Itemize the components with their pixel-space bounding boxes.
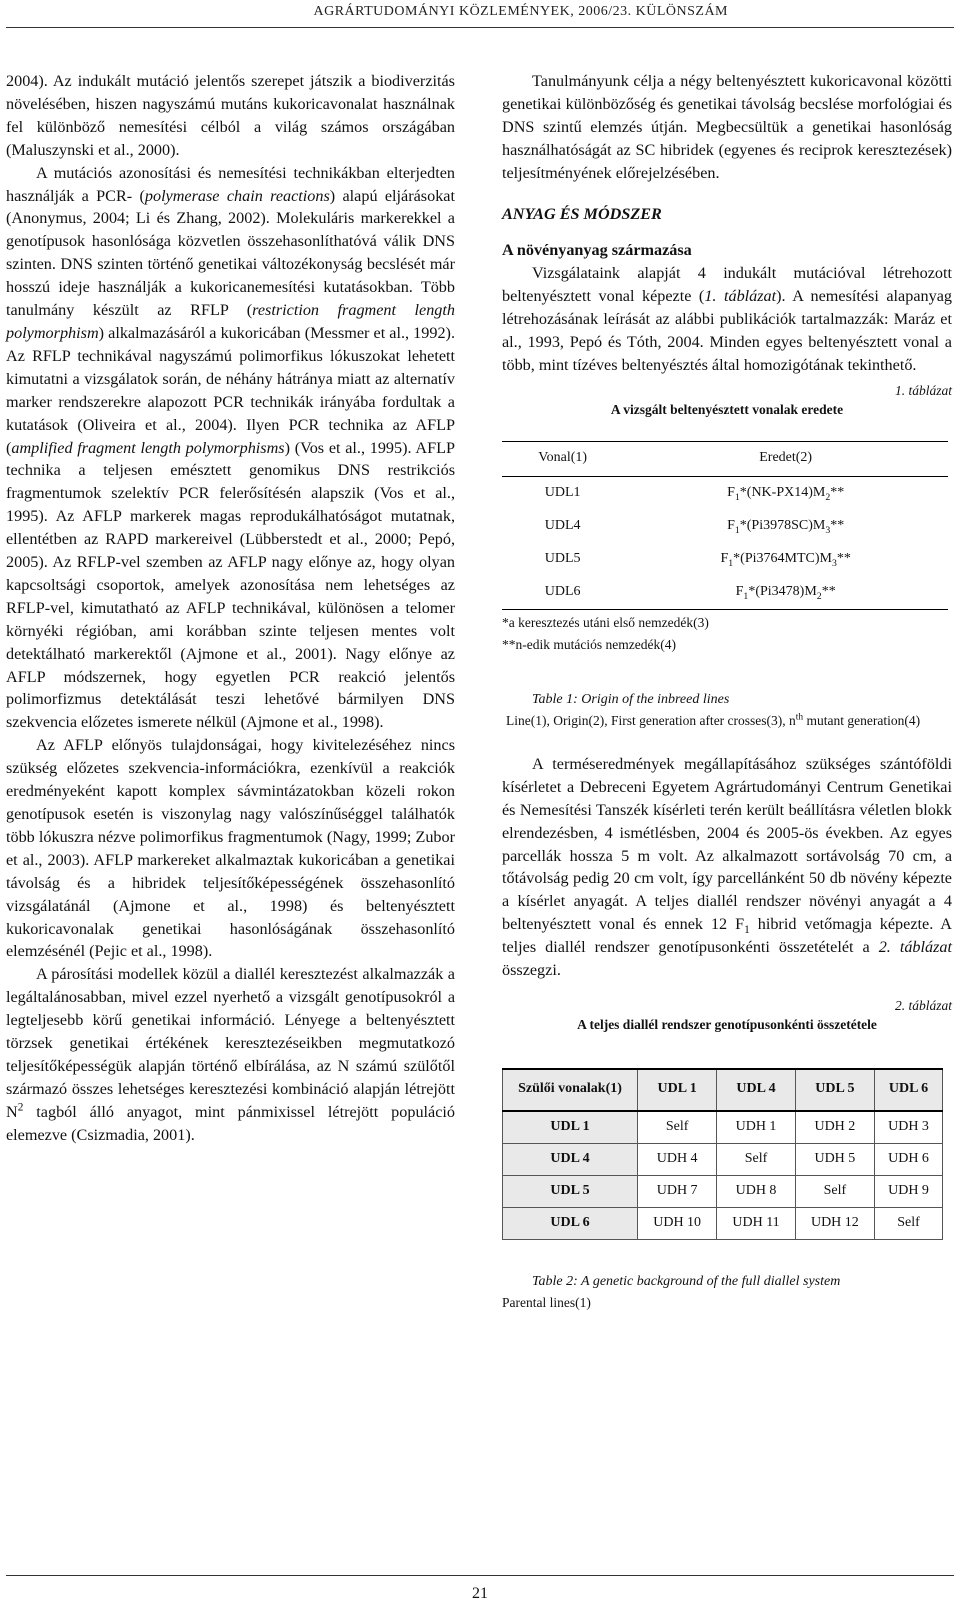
table-row [503, 1175, 943, 1207]
table2-cell: UDH 7 [638, 1175, 717, 1207]
table2-header-row [503, 1069, 943, 1111]
table2-cell: UDH 6 [875, 1143, 943, 1175]
table2-header-cell: UDL 1 [638, 1069, 717, 1111]
table1-line-cell: UDL6 [502, 576, 623, 610]
left-column [6, 70, 455, 1147]
page-number: 21 [472, 1585, 488, 1602]
subsection-title: A növényanyag származása [502, 241, 692, 260]
table1-header-row [502, 441, 948, 476]
left-paragraph-2: A mutációs azonosítási és nemesítési technikákban elterjedten használják a PCR- (polymerase chain reactions) alapú eljárásokat (Anonymus, 2004; Li és Zhang, 2002). Molekuláris markerekkel a genotípusok hasonlósága közvetlen összehasonlíthatóvá válik DNS szinten. DNS szinten történő genetikai változékonyság becslését már hosszú ideje használják a kukoricanemesítési kutatásokban. Több tanulmány készült az RFLP (restriction fragment length polymorphism) alkalmazásáról a kukoricában (Messmer et al., 1992). Az RFLP technikával nagyszámú polimorfikus lókuszokat lehetett kimutatni a vizsgálatok során, de néhány hátránya miatt az alternatív marker rendszerekre alapozott PCR technikák irányába fordultak a kutatások (Oliveira et al., 2004). Ilyen PCR technika az AFLP (amplified fragment length polymorphisms) (Vos et al., 1995). AFLP technika a teljesen emésztett genomikus DNS restrikciós fragmentumok szelektív PCR felerősítésén alapszik (Vos et al., 1995). Az AFLP markerek magas reprodukálhatóságot mutatnak, ellentétben az RAPD markereivel (Lübberstedt et al., 2000; Pepó, 2005). Az RFLP-vel szemben az AFLP nagy előnye az, hogy olyan kapcsoltsági csoportok, amelyek azonosítása nem lehetséges az RFLP-vel, kimutatható az AFLP technikával, különösen a telomer környéki régióban, ami korábban szinte teljesen mentes volt detektálható markerektől (Ajmone et al., 2001). Nagy előnye az AFLP módszernek, hogy egyetlen PCR reakció jelentős polimorfizmus detektálását teszi lehetővé bármilyen DNS szekvencia előzetes ismerete nélkül (Ajmone et al., 1998). [6, 163, 455, 732]
table2-cell: UDH 11 [717, 1207, 795, 1239]
table1-header-cell: Vonal(1) [502, 441, 623, 476]
table2-cell: UDH 10 [638, 1207, 717, 1239]
table1-notes [502, 612, 952, 656]
table-row [502, 510, 948, 543]
table-row [503, 1207, 943, 1239]
table1-origin-cell: $F_1*(Pi3478)M_2**$ [623, 576, 948, 610]
table1-header-cell: Eredet(2) [623, 441, 948, 476]
left-paragraph-4: A párosítási modellek közül a diallél keresztezést alkalmazzák a legáltalánosabban, mivel ezzel nyerhető a vizsgált genotípusokról a legteljesebb körű genetikai információ. Lényege a beltenyésztett törzsek genetikai értékének keresztezéseikben megmutatkozó teljesítőképességük alapján történő elbírálása, az N számú szülőtől származó összes lehetséges keresztezési kombináció alapján létrejött $N^2$ tagból álló anyagot, mint pánmixissel létrejött populáció elemezve (Csizmadia, 2001). [6, 965, 455, 1144]
table1-title: A vizsgált beltenyésztett vonalak eredete [610, 401, 844, 417]
table2-number: 2. táblázat [894, 997, 952, 1013]
table1-caption-en: Line(1), Origin(2), First generation after crosses(3), $n^{th}$ mutant generation(4) [506, 712, 921, 728]
table2-cell: UDH 8 [717, 1175, 795, 1207]
table2-cell: UDH 12 [795, 1207, 874, 1239]
table2-cell: UDH 1 [717, 1111, 795, 1144]
table-row [502, 543, 948, 576]
table2-cell: UDH 9 [875, 1175, 943, 1207]
table2-cell: UDH 4 [638, 1143, 717, 1175]
table1-line-cell: UDL1 [544, 484, 581, 500]
table2-title: A teljes diallél rendszer genotípusonkénti összetétele [577, 1016, 877, 1032]
table1-caption: Table 1: Origin of the inbreed lines [532, 691, 730, 707]
right-paragraph-1: Tanulmányunk célja a négy beltenyésztett kukoricavonal közötti genetikai különbözőség és genetikai távolság becslése morfológiai és DNS szintű elemzés útján. Megbecsültük a genetikai hasonlóság használhatóságát az SC hibridek (egyenes és reciprok keresztezések) teljesítményének előrejelzésében. [502, 72, 952, 182]
table-row [502, 576, 948, 610]
table2-caption-en: Parental lines(1) [502, 1294, 591, 1310]
table-row [503, 1143, 943, 1175]
running-header: AGRÁRTUDOMÁNYI KÖZLEMÉNYEK, 2006/23. KÜLÖNSZÁM [313, 4, 728, 19]
table2 [502, 1068, 943, 1240]
table2-row-header: UDL 5 [503, 1175, 638, 1207]
table2-header-cell: UDL 5 [795, 1069, 874, 1111]
section-title: ANYAG ÉS MÓDSZER [502, 204, 662, 223]
table2-cell: Self [795, 1175, 874, 1207]
table1-line-cell: UDL4 [544, 517, 581, 533]
table2-header-cell: Szülői vonalak(1) [503, 1069, 638, 1111]
table1-number: 1. táblázat [894, 382, 952, 398]
footer-rule [6, 1575, 954, 1576]
left-paragraph-1: 2004). Az indukált mutáció jelentős szerepet játszik a biodiverzitás növelésében, hiszen nagyszámú mutáns kukoricavonalat használnak fel különböző nemesítési célból a világ számos országában (Maluszynski et al., 2000). [6, 72, 455, 159]
table2-cell: UDH 5 [795, 1143, 874, 1175]
table2-cell: UDH 3 [875, 1111, 943, 1144]
table1 [502, 441, 948, 610]
table2-cell: Self [875, 1207, 943, 1239]
header-rule [6, 27, 954, 28]
table1-origin-cell: $F_1*(Pi3978SC)M_3**$ [727, 517, 845, 536]
table-row [502, 476, 948, 510]
table1-origin-cell: $F_1*(NK-PX14)M_2**$ [727, 484, 845, 503]
table2-row-header: UDL 1 [503, 1111, 638, 1144]
right-paragraph-2: Vizsgálataink alapját 4 indukált mutációval létrehozott beltenyésztett vonal képezte (1. táblázat). A nemesítési alapanyag létrehozásának leírását az alábbi publikációk tartalmazzák: Maráz et al., 1993, Pepó és Tóth, 2004. Minden egyes beltenyésztett vonal a több, mint tízéves beltenyésztés által homozigótának tekinthető. [502, 264, 952, 374]
left-paragraph-3: Az AFLP előnyös tulajdonságai, hogy kivitelezéséhez nincs szükség előzetes szekvencia-információkra, ezenkívül a reakciók eredményeként kapott komplex sávmintázatokban közeli rokon genotípusok esetén is viszonylag nagy valószínűséggel találhatók több lókuszra nézve polimorfikus fragmentumok (Nagy, 1999; Zubor et al., 2003). AFLP markereket alkalmaztak kukoricában a genetikai távolság és a hibridek teljesítőképességének összehasonlító vizsgálatánál (Ajmone et al., 1998) és beltenyésztett kukoricavonalak genetikai hasonlóságának összehasonlító elemzésénél (Pejic et al., 1998). [6, 736, 455, 961]
table1-note: **n-edik mutációs nemzedék(4) [502, 636, 676, 652]
table2-cell: Self [717, 1143, 795, 1175]
table2-cell: Self [638, 1111, 717, 1144]
table1-line-cell: UDL5 [544, 550, 581, 566]
right-column [502, 70, 952, 1313]
right-paragraph-3: A terméseredmények megállapításához szükséges szántóföldi kísérletet a Debreceni Egyetem Agrártudományi Centrum Genetikai és Nemesítési Tanszék kísérleti terén került beállításra véletlen blokk elrendezésben, 4 ismétlésben, 2004 és 2005-ös években. Az egyes parcellák hossza 5 m volt. Az alkalmazott sortávolság 70 cm, a tőtávolság pedig 20 cm volt, így parcellánként 50 db növény képezte a kísérlet anyagát. A teljes diallél rendszer növényi anyagát a 4 beltenyésztett vonal és ennek 12 $F_1$ hibrid vetőmagja képezte. A teljes diallél rendszer genotípusonkénti összetételét a 2. táblázat összegzi. [502, 754, 953, 980]
table2-row-header: UDL 6 [503, 1207, 638, 1239]
table2-row-header: UDL 4 [503, 1143, 638, 1175]
table-row [503, 1111, 943, 1144]
table1-origin-cell: $F_1*(Pi3764MTC)M_3**$ [720, 550, 851, 569]
table2-header-cell: UDL 6 [875, 1069, 943, 1111]
table2-caption: Table 2: A genetic background of the full diallel system [532, 1273, 841, 1289]
table2-header-cell: UDL 4 [717, 1069, 795, 1111]
table1-note: *a keresztezés utáni első nemzedék(3) [502, 614, 709, 630]
table2-cell: UDH 2 [795, 1111, 874, 1144]
